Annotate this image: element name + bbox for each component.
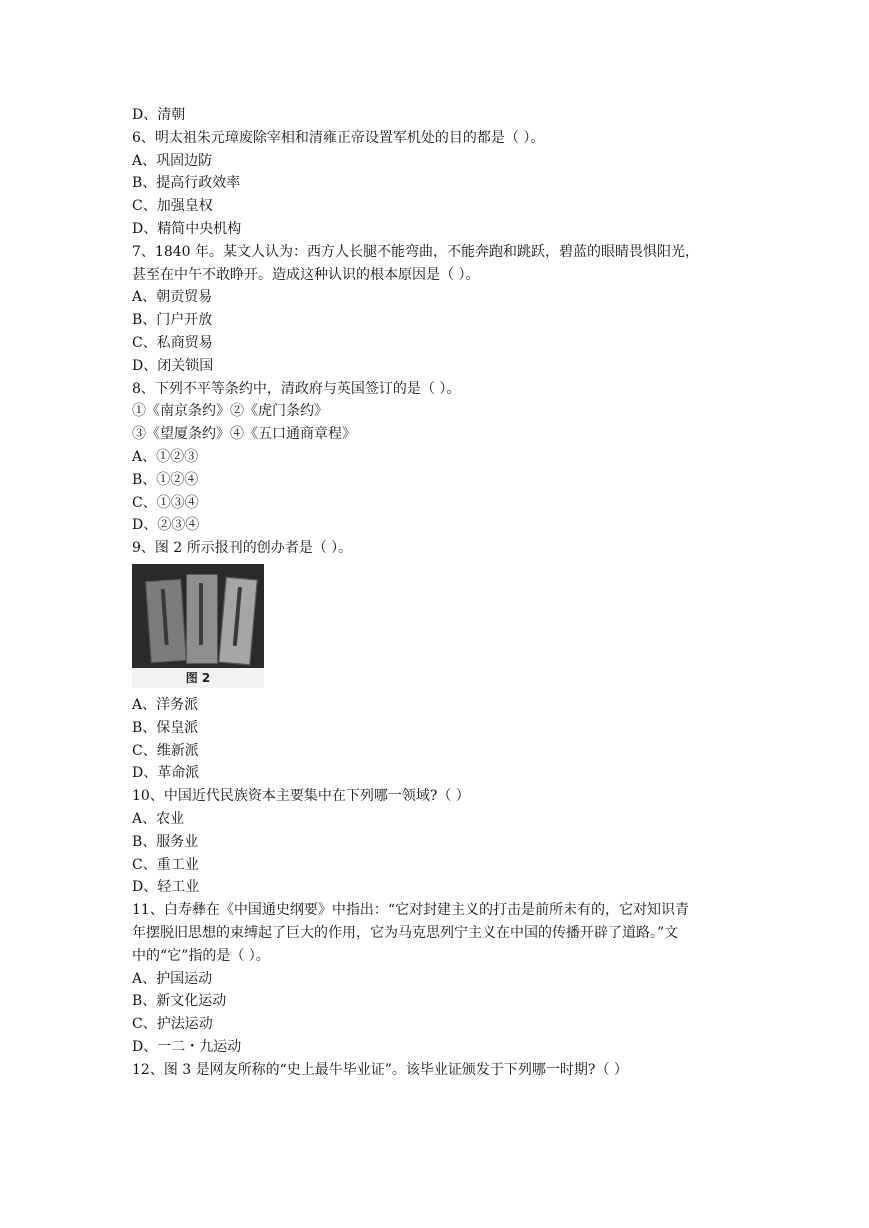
- newspaper-volume: [218, 577, 257, 665]
- newspaper-volume: [186, 574, 218, 664]
- question-9: 9、图 2 所示报刊的创办者是（ ）。: [132, 540, 353, 557]
- option-line: B、①②④: [132, 471, 199, 488]
- newspaper-photo: [132, 564, 264, 668]
- option-line: D、一二・九运动: [132, 1038, 242, 1055]
- option-line: D、精简中央机构: [132, 220, 242, 237]
- option-line: C、加强皇权: [132, 198, 213, 215]
- question-8-items: ①《南京条约》②《虎门条约》: [132, 403, 328, 420]
- option-line: C、私商贸易: [132, 334, 213, 351]
- text-block-top: [132, 104, 752, 560]
- option-line: B、门户开放: [132, 312, 213, 329]
- option-line: D、闭关锁国: [132, 357, 214, 374]
- question-7: 7、1840 年。某文人认为：西方人长腿不能弯曲，不能奔跑和跳跃，碧蓝的眼睛畏惧阳光，: [132, 243, 699, 260]
- document-page: [132, 104, 752, 1081]
- option-line: A、护国运动: [132, 970, 213, 987]
- option-line: D、革命派: [132, 765, 200, 782]
- option-line: C、①③④: [132, 494, 199, 511]
- option-line: C、护法运动: [132, 1016, 213, 1033]
- option-line: A、①②③: [132, 448, 199, 465]
- question-8: 8、下列不平等条约中，清政府与英国签订的是（ ）。: [132, 380, 461, 397]
- newspaper-volume: [145, 579, 187, 663]
- question-6: 6、明太祖朱元璋废除宰相和清雍正帝设置军机处的目的都是（ ）。: [132, 129, 545, 146]
- option-line: B、保皇派: [132, 719, 199, 736]
- option-line: A、农业: [132, 810, 185, 827]
- question-10: 10、中国近代民族资本主要集中在下列哪一领域?（ ）: [132, 788, 470, 805]
- text-line: D、清朝: [132, 107, 186, 123]
- option-line: B、提高行政效率: [132, 175, 241, 192]
- option-line: A、洋务派: [132, 696, 199, 713]
- question-7-cont: 甚至在中午不敢睁开。造成这种认识的根本原因是（ ）。: [132, 266, 480, 283]
- question-11-cont: 年摆脱旧思想的束缚起了巨大的作用，它为马克思列宁主义在中国的传播开辟了道路。”文: [132, 924, 679, 941]
- option-line: D、轻工业: [132, 879, 200, 896]
- option-line: C、维新派: [132, 742, 199, 759]
- option-line: B、服务业: [132, 833, 199, 850]
- option-line: B、新文化运动: [132, 993, 227, 1010]
- option-line: C、重工业: [132, 856, 199, 873]
- option-line: D、②③④: [132, 517, 200, 534]
- figure-caption: 图 2: [132, 668, 264, 688]
- text-block-bottom: [132, 694, 752, 1082]
- question-11-cont: 中的“它”指的是（ ）。: [132, 947, 270, 964]
- option-line: A、巩固边防: [132, 152, 213, 169]
- figure-2: [132, 564, 264, 688]
- question-8-items: ③《望厦条约》④《五口通商章程》: [132, 426, 356, 443]
- question-11: 11、白寿彝在《中国通史纲要》中指出：“它对封建主义的打击是前所未有的，它对知识青: [132, 902, 689, 919]
- question-12: 12、图 3 是网友所称的“史上最牛毕业证”。该毕业证颁发于下列哪一时期?（ ）: [132, 1061, 628, 1078]
- option-line: A、朝贡贸易: [132, 289, 213, 306]
